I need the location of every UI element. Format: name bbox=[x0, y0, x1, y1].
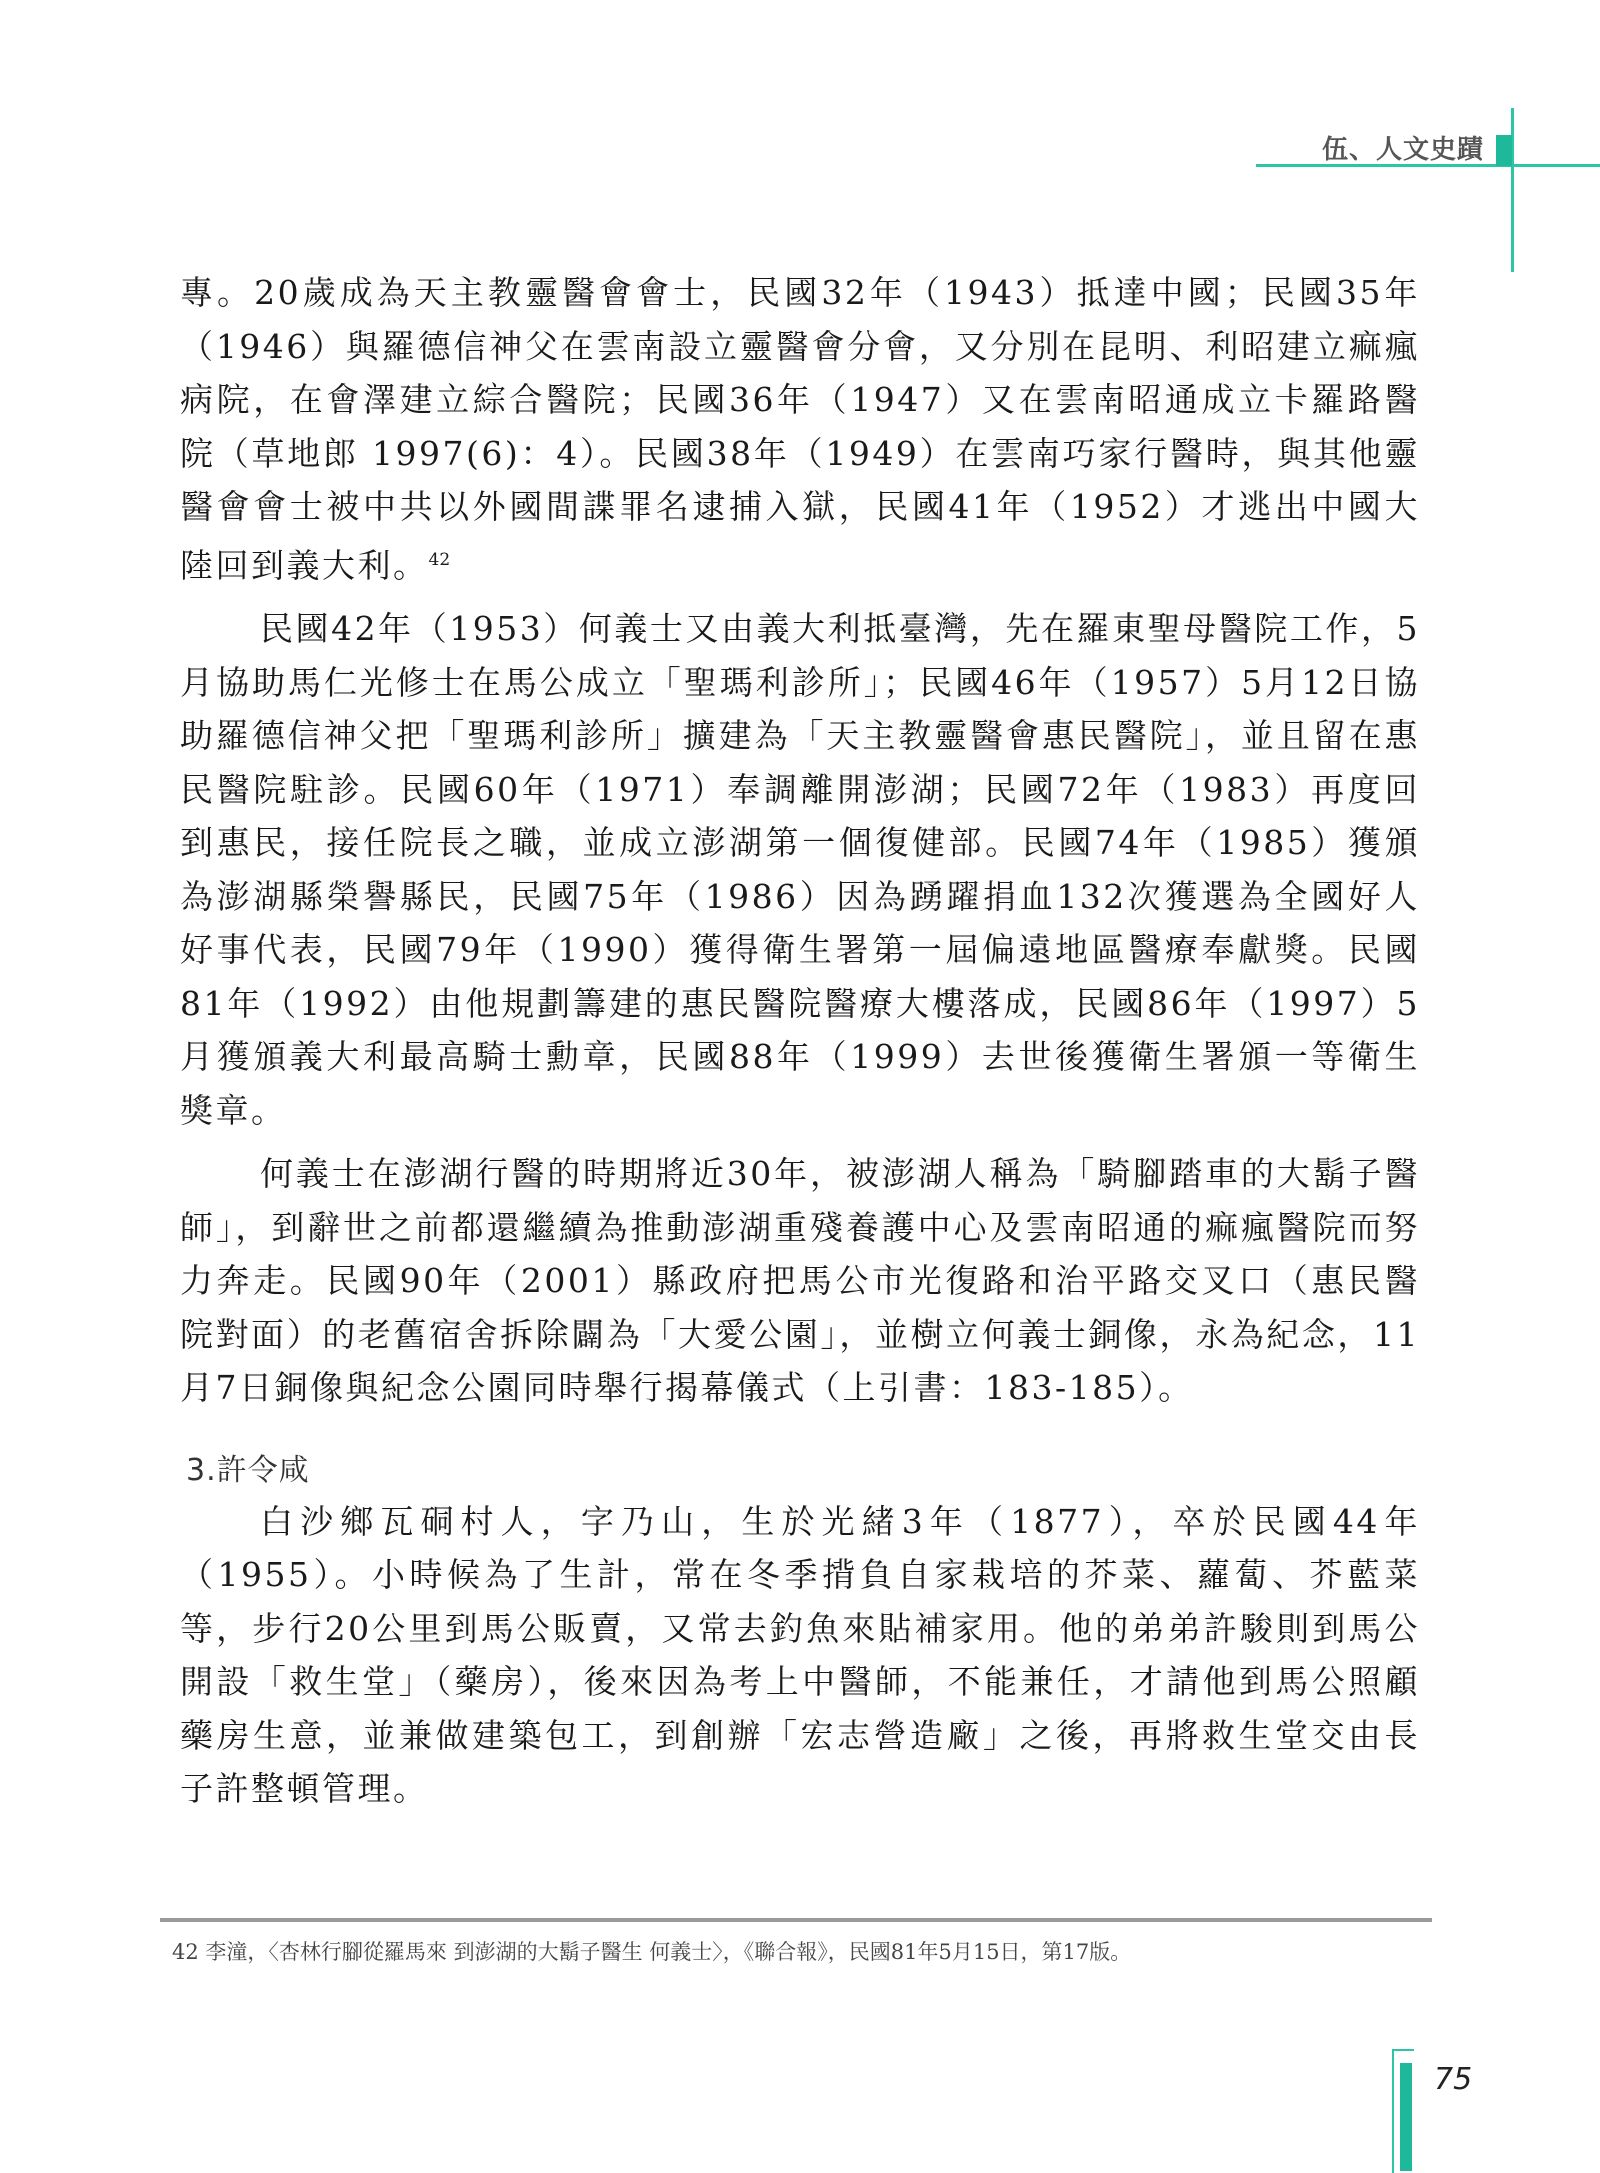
paragraph-1-text: 專。20歲成為天主教靈醫會會士，民國32年（1943）抵達中國；民國35年（1946）與羅德信神父在雲南設立靈醫會分會，又分別在昆明、利昭建立痲瘋病院，在會澤建立綜合醫院；民國36年（1947）又在雲南昭通成立卡羅路醫院（草地郎 1997(6)：4）。民國38年（1949）在雲南巧家行醫時，與其他靈醫會會士被中共以外國間諜罪名逮捕入獄，民國41年（1952）才逃出中國大陸回到義大利。 bbox=[180, 273, 1420, 585]
header-accent-block bbox=[1496, 135, 1512, 166]
footnote-ref-42[interactable]: 42 bbox=[428, 549, 451, 570]
page-number: 75 bbox=[1434, 2062, 1473, 2097]
main-content bbox=[180, 266, 1420, 1816]
paragraph-2: 民國42年（1953）何義士又由義大利抵臺灣，先在羅東聖母醫院工作，5月協助馬仁光修士在馬公成立「聖瑪利診所」；民國46年（1957）5月12日協助羅德信神父把「聖瑪利診所」擴建為「天主教靈醫會惠民醫院」，並且留在惠民醫院駐診。民國60年（1971）奉調離開澎湖；民國72年（1983）再度回到惠民，接任院長之職，並成立澎湖第一個復健部。民國74年（1985）獲頒為澎湖縣榮譽縣民，民國75年（1986）因為踴躍捐血132次獲選為全國好人好事代表，民國79年（1990）獲得衛生署第一屆偏遠地區醫療奉獻獎。民國81年（1992）由他規劃籌建的惠民醫院醫療大樓落成，民國86年（1997）5月獲頒義大利最高騎士勳章，民國88年（1999）去世後獲衛生署頒一等衛生獎章。 bbox=[180, 609, 1420, 1130]
chapter-title: 伍、人文史蹟 bbox=[1321, 135, 1484, 165]
paragraph-1 bbox=[180, 266, 1420, 592]
paragraph-3: 何義士在澎湖行醫的時期將近30年，被澎湖人稱為「騎腳踏車的大鬍子醫師」，到辭世之前都還繼續為推動澎湖重殘養護中心及雲南昭通的痲瘋醫院而努力奔走。民國90年（2001）縣政府把馬公市光復路和治平路交叉口（惠民醫院對面）的老舊宿舍拆除闢為「大愛公園」，並樹立何義士銅像，永為紀念，11月7日銅像與紀念公園同時舉行揭幕儀式（上引書：183-185）。 bbox=[180, 1154, 1420, 1407]
section-paragraph-1: 白沙鄉瓦硐村人，字乃山，生於光緒3年（1877），卒於民國44年（1955）。小時候為了生計，常在冬季揹負自家栽培的芥菜、蘿蔔、芥藍菜等，步行20公里到馬公販賣，又常去釣魚來貼補家用。他的弟弟許駿則到馬公開設「救生堂」（藥房），後來因為考上中醫師，不能兼任，才請他到馬公照顧藥房生意，並兼做建築包工，到創辦「宏志營造廠」之後，再將救生堂交由長子許整頓管理。 bbox=[180, 1501, 1420, 1808]
header-vertical-rule bbox=[1511, 108, 1514, 272]
footnote-divider bbox=[160, 1918, 1432, 1922]
footnote-42: 42 李潼，〈杏林行腳從羅馬來 到澎湖的大鬍子醫生 何義士〉，《聯合報》，民國81年5月15日，第17版。 bbox=[172, 1940, 1132, 1964]
section-heading: 3.許令咸 bbox=[186, 1452, 310, 1488]
page-number-bar bbox=[1400, 2063, 1412, 2171]
